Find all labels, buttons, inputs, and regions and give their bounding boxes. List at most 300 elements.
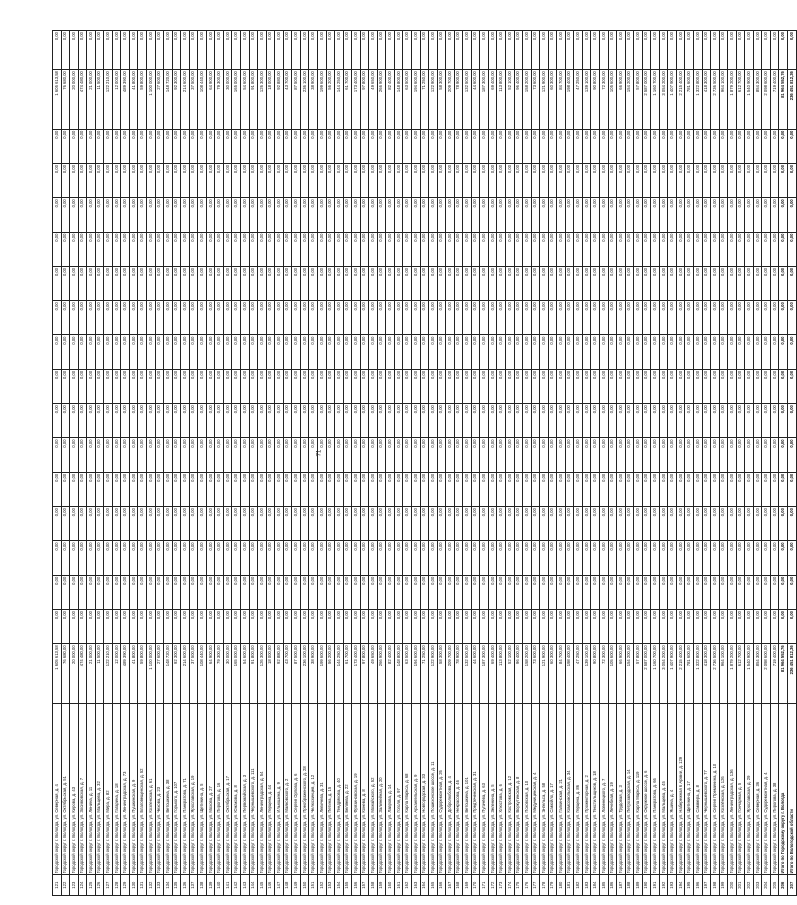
amount-cell: 0,00	[70, 541, 79, 575]
amount-cell: 0,00	[600, 609, 609, 643]
amount-cell: 59 800,00	[138, 70, 147, 129]
amount-cell: 30 000,00	[223, 70, 232, 129]
amount-cell: 0,00	[181, 266, 190, 300]
amount-cell: 0,00	[711, 266, 720, 300]
amount-cell: 139 100,00	[582, 644, 591, 703]
amount-cell: 0,00	[87, 369, 96, 403]
amount-cell: 71 250,00	[420, 644, 429, 703]
amount-cell: 0,00	[685, 404, 694, 438]
amount-cell: 0,00	[608, 198, 617, 232]
amount-cell: 0,00	[78, 266, 87, 300]
amount-cell: 2 098 600,00	[762, 644, 771, 703]
amount-cell: 266 900,00	[377, 644, 386, 703]
table-row	[172, 31, 181, 896]
amount-cell: 0,00	[70, 163, 79, 197]
amount-cell: 0,00	[788, 232, 797, 266]
table-row	[600, 31, 609, 896]
amount-cell: 0,00	[685, 301, 694, 335]
amount-cell: 0,00	[335, 31, 344, 70]
amount-cell: 0,00	[386, 472, 395, 506]
amount-cell: 0,00	[292, 163, 301, 197]
address-cell: Городской округ г. Вологда, ул. Яшина, д. 4	[668, 703, 677, 875]
amount-cell: 0,00	[369, 232, 378, 266]
amount-cell: 236 100,00	[300, 644, 309, 703]
amount-cell: 0,00	[540, 266, 549, 300]
amount-cell: 0,00	[745, 369, 754, 403]
address-cell: Городской округ г. Вологда, ул. Судоремонтная, д. 4	[762, 703, 771, 875]
amount-cell: 0,00	[198, 472, 207, 506]
table-row	[241, 31, 250, 896]
row-number-cell: 185	[600, 875, 609, 896]
amount-cell: 92 880,00	[275, 70, 284, 129]
amount-cell: 0,00	[104, 369, 113, 403]
amount-cell: 0,00	[258, 335, 267, 369]
row-number-cell: 171	[480, 875, 489, 896]
amount-cell: 0,00	[565, 404, 574, 438]
amount-cell: 214 600,00	[181, 644, 190, 703]
table-row	[574, 31, 583, 896]
amount-cell: 0,00	[694, 31, 703, 70]
amount-cell: 0,00	[292, 301, 301, 335]
amount-cell: 0,00	[403, 404, 412, 438]
amount-cell: 0,00	[283, 404, 292, 438]
amount-cell: 0,00	[275, 31, 284, 70]
amount-cell: 0,00	[309, 232, 318, 266]
table-row	[198, 31, 207, 896]
amount-cell: 0,00	[488, 369, 497, 403]
amount-cell: 0,00	[548, 163, 557, 197]
address-cell: Городской округ г. Вологда, ул. Октябрьская, д. 51	[61, 703, 70, 875]
amount-cell: 0,00	[300, 266, 309, 300]
amount-cell: 0,00	[386, 575, 395, 609]
amount-cell: 0,00	[121, 31, 130, 70]
amount-cell: 0,00	[61, 438, 70, 472]
amount-cell: 0,00	[394, 301, 403, 335]
amount-cell: 0,00	[121, 129, 130, 163]
amount-cell: 0,00	[275, 232, 284, 266]
amount-cell: 0,00	[104, 438, 113, 472]
amount-cell: 0,00	[129, 438, 138, 472]
amount-cell: 0,00	[241, 541, 250, 575]
amount-cell: 0,00	[548, 575, 557, 609]
amount-cell: 0,00	[531, 301, 540, 335]
amount-cell: 0,00	[104, 266, 113, 300]
address-cell: Городской округ г. Вологда, ул. Сергея Преминина, д. 10	[711, 703, 720, 875]
amount-cell: 0,00	[155, 301, 164, 335]
amount-cell: 0,00	[147, 335, 156, 369]
amount-cell: 0,00	[112, 472, 121, 506]
amount-cell: 0,00	[369, 369, 378, 403]
amount-cell: 0,00	[198, 163, 207, 197]
amount-cell: 0,00	[523, 609, 532, 643]
address-cell: Городской округ г. Вологда, ул. Мальцева, д. 32	[95, 703, 104, 875]
amount-cell: 0,00	[155, 472, 164, 506]
amount-cell: 0,00	[78, 301, 87, 335]
amount-cell: 1 160 700,00	[651, 644, 660, 703]
address-cell: Городской округ г. Вологда, ул. Трудовая, д. 3	[617, 703, 626, 875]
amount-cell: 0,00	[540, 609, 549, 643]
amount-cell: 0,00	[531, 129, 540, 163]
amount-cell: 0,00	[685, 266, 694, 300]
amount-cell: 0,00	[360, 31, 369, 70]
amount-cell: 0,00	[702, 335, 711, 369]
amount-cell: 0,00	[420, 198, 429, 232]
amount-cell: 0,00	[283, 198, 292, 232]
row-number-cell: 205	[770, 875, 779, 896]
amount-cell: 0,00	[121, 575, 130, 609]
amount-cell: 0,00	[497, 507, 506, 541]
row-number-cell: 156	[352, 875, 361, 896]
amount-cell: 0,00	[138, 301, 147, 335]
amount-cell: 0,00	[531, 472, 540, 506]
amount-cell: 0,00	[471, 335, 480, 369]
amount-cell: 0,00	[112, 335, 121, 369]
amount-cell: 0,00	[591, 232, 600, 266]
amount-cell: 0,00	[770, 232, 779, 266]
amount-cell: 0,00	[625, 541, 634, 575]
amount-cell: 0,00	[711, 163, 720, 197]
amount-cell: 0,00	[437, 335, 446, 369]
table-row	[326, 31, 335, 896]
amount-cell: 0,00	[335, 609, 344, 643]
amount-cell: 0,00	[292, 31, 301, 70]
amount-cell: 0,00	[463, 301, 472, 335]
amount-cell: 0,00	[676, 609, 685, 643]
amount-cell: 0,00	[651, 541, 660, 575]
amount-cell: 69 400,00	[488, 70, 497, 129]
amount-cell: 0,00	[215, 232, 224, 266]
amount-cell: 0,00	[147, 609, 156, 643]
amount-cell: 0,00	[582, 129, 591, 163]
amount-cell: 0,00	[95, 575, 104, 609]
amount-cell: 0,00	[480, 507, 489, 541]
amount-cell: 0,00	[471, 472, 480, 506]
table-row	[215, 31, 224, 896]
table-row	[249, 31, 258, 896]
amount-cell: 0,00	[275, 404, 284, 438]
amount-cell: 0,00	[779, 163, 788, 197]
amount-cell: 0,00	[446, 472, 455, 506]
amount-cell: 1 160 700,00	[651, 70, 660, 129]
amount-cell: 0,00	[676, 198, 685, 232]
amount-cell: 0,00	[548, 335, 557, 369]
amount-cell: 0,00	[147, 266, 156, 300]
amount-cell: 0,00	[369, 198, 378, 232]
table-row	[420, 31, 429, 896]
amount-cell: 0,00	[770, 472, 779, 506]
amount-cell: 0,00	[198, 438, 207, 472]
amount-cell: 0,00	[121, 507, 130, 541]
amount-cell: 0,00	[779, 198, 788, 232]
amount-cell: 0,00	[617, 472, 626, 506]
row-number-cell: 144	[249, 875, 258, 896]
row-number-cell: 157	[360, 875, 369, 896]
amount-cell: 0,00	[266, 266, 275, 300]
amount-cell: 0,00	[360, 198, 369, 232]
amount-cell: 0,00	[317, 575, 326, 609]
amount-cell: 0,00	[685, 438, 694, 472]
amount-cell: 0,00	[95, 301, 104, 335]
table-row	[138, 31, 147, 896]
address-cell: Городской округ г. Вологда, ул. Петрозаводская, д. 14	[625, 703, 634, 875]
address-cell: Городской округ г. Вологда, ул. Галкинская, д. 21	[557, 703, 566, 875]
amount-cell: 0,00	[377, 163, 386, 197]
amount-cell: 0,00	[181, 232, 190, 266]
amount-cell: 0,00	[189, 198, 198, 232]
amount-cell: 0,00	[463, 31, 472, 70]
amount-cell: 0,00	[104, 575, 113, 609]
address-cell: Городской округ г. Вологда, ул. Ленинградская, д. 54	[258, 703, 267, 875]
amount-cell: 0,00	[343, 472, 352, 506]
amount-cell: 0,00	[335, 575, 344, 609]
amount-cell: 0,00	[121, 198, 130, 232]
amount-cell: 0,00	[70, 404, 79, 438]
amount-cell: 0,00	[215, 404, 224, 438]
amount-cell: 0,00	[531, 266, 540, 300]
amount-cell: 0,00	[668, 301, 677, 335]
amount-cell: 12 000,00	[112, 70, 121, 129]
amount-cell: 0,00	[625, 369, 634, 403]
amount-cell: 612 700,00	[736, 70, 745, 129]
table-row	[625, 31, 634, 896]
amount-cell: 1 540 900,00	[745, 644, 754, 703]
amount-cell: 0,00	[112, 163, 121, 197]
amount-cell: 0,00	[394, 31, 403, 70]
amount-cell: 0,00	[403, 335, 412, 369]
amount-cell: 0,00	[736, 232, 745, 266]
amount-cell: 0,00	[223, 507, 232, 541]
amount-cell: 0,00	[762, 129, 771, 163]
amount-cell: 0,00	[300, 472, 309, 506]
amount-cell: 0,00	[129, 335, 138, 369]
amount-cell: 0,00	[685, 472, 694, 506]
amount-cell: 0,00	[386, 507, 395, 541]
amount-cell: 0,00	[540, 198, 549, 232]
amount-cell: 0,00	[275, 369, 284, 403]
row-number-cell: 148	[283, 875, 292, 896]
row-number-cell: 193	[668, 875, 677, 896]
amount-cell: 0,00	[779, 609, 788, 643]
amount-cell: 66 900,00	[617, 644, 626, 703]
amount-cell: 0,00	[557, 232, 566, 266]
amount-cell: 0,00	[634, 301, 643, 335]
amount-cell: 0,00	[762, 163, 771, 197]
amount-cell: 0,00	[736, 31, 745, 70]
amount-cell: 0,00	[275, 438, 284, 472]
amount-cell: 0,00	[617, 232, 626, 266]
amount-cell: 0,00	[488, 31, 497, 70]
amount-cell: 0,00	[540, 472, 549, 506]
amount-cell: 0,00	[403, 575, 412, 609]
row-number-cell: 128	[112, 875, 121, 896]
amount-cell: 0,00	[87, 198, 96, 232]
amount-cell: 0,00	[702, 438, 711, 472]
amount-cell: 0,00	[676, 575, 685, 609]
table-row	[617, 31, 626, 896]
amount-cell: 113 800,00	[497, 70, 506, 129]
amount-cell: 0,00	[471, 404, 480, 438]
row-number-cell: 138	[198, 875, 207, 896]
amount-cell: 0,00	[702, 575, 711, 609]
amount-cell: 0,00	[258, 198, 267, 232]
amount-cell: 0,00	[309, 266, 318, 300]
amount-cell: 0,00	[181, 31, 190, 70]
amount-cell: 0,00	[753, 404, 762, 438]
amount-cell: 0,00	[215, 266, 224, 300]
amount-cell: 0,00	[753, 507, 762, 541]
address-cell: Городской округ г. Вологда, ул. Ловенецкого, д. 7	[600, 703, 609, 875]
amount-cell: 66 900,00	[617, 70, 626, 129]
amount-cell: 489 390,00	[121, 644, 130, 703]
amount-cell: 0,00	[326, 541, 335, 575]
address-cell: Городской округ г. Вологда, ул. Костромская, д. 12	[505, 703, 514, 875]
amount-cell: 0,00	[394, 541, 403, 575]
amount-cell: 144 250,00	[335, 644, 344, 703]
amount-cell: 0,00	[377, 266, 386, 300]
amount-cell: 0,00	[317, 507, 326, 541]
amount-cell: 0,00	[437, 31, 446, 70]
amount-cell: 0,00	[574, 129, 583, 163]
amount-cell: 781 600,00	[685, 70, 694, 129]
amount-cell: 0,00	[702, 31, 711, 70]
amount-cell: 0,00	[206, 335, 215, 369]
amount-cell: 0,00	[172, 438, 181, 472]
row-number-cell: 132	[147, 875, 156, 896]
amount-cell: 0,00	[557, 31, 566, 70]
amount-cell: 0,00	[531, 541, 540, 575]
amount-cell: 0,00	[189, 129, 198, 163]
amount-cell: 0,00	[147, 301, 156, 335]
amount-cell: 0,00	[352, 198, 361, 232]
amount-cell: 0,00	[147, 472, 156, 506]
row-number-cell: 207	[788, 875, 797, 896]
amount-cell: 0,00	[283, 609, 292, 643]
row-number-cell: 147	[275, 875, 284, 896]
amount-cell: 0,00	[129, 266, 138, 300]
amount-cell: 0,00	[659, 266, 668, 300]
amount-cell: 0,00	[369, 266, 378, 300]
amount-cell: 0,00	[258, 369, 267, 403]
amount-cell: 0,00	[574, 232, 583, 266]
amount-cell: 0,00	[129, 232, 138, 266]
amount-cell: 44 600,00	[471, 644, 480, 703]
table-row	[471, 31, 480, 896]
amount-cell: 0,00	[788, 404, 797, 438]
amount-cell: 12 000,00	[112, 644, 121, 703]
amount-cell: 0,00	[694, 129, 703, 163]
amount-cell: 0,00	[394, 369, 403, 403]
amount-cell: 122 900,00	[429, 70, 438, 129]
table-row	[736, 31, 745, 896]
amount-cell: 0,00	[736, 404, 745, 438]
address-cell: Городской округ г. Вологда, ул. Текстильщиков, д. 18	[591, 703, 600, 875]
amount-cell: 0,00	[676, 266, 685, 300]
amount-cell: 0,00	[788, 266, 797, 300]
amount-cell: 0,00	[446, 369, 455, 403]
amount-cell: 0,00	[53, 31, 62, 70]
amount-cell: 0,00	[736, 507, 745, 541]
amount-cell: 148 800,00	[394, 644, 403, 703]
amount-cell: 0,00	[668, 369, 677, 403]
amount-cell: 0,00	[172, 507, 181, 541]
amount-cell: 0,00	[104, 198, 113, 232]
amount-cell: 0,00	[335, 507, 344, 541]
amount-cell: 0,00	[172, 198, 181, 232]
amount-cell: 90 800,00	[591, 70, 600, 129]
amount-cell: 0,00	[198, 575, 207, 609]
amount-cell: 0,00	[377, 369, 386, 403]
row-number-cell: 170	[471, 875, 480, 896]
amount-cell: 0,00	[95, 163, 104, 197]
amount-cell: 0,00	[497, 198, 506, 232]
amount-cell: 0,00	[574, 541, 583, 575]
amount-cell: 0,00	[198, 369, 207, 403]
amount-cell: 0,00	[676, 335, 685, 369]
amount-cell: 0,00	[463, 575, 472, 609]
amount-cell: 0,00	[283, 335, 292, 369]
amount-cell: 0,00	[437, 232, 446, 266]
amount-cell: 0,00	[386, 198, 395, 232]
amount-cell: 0,00	[78, 129, 87, 163]
amount-cell: 0,00	[112, 609, 121, 643]
amount-cell: 0,00	[206, 404, 215, 438]
amount-cell: 0,00	[206, 31, 215, 70]
amount-cell: 0,00	[223, 301, 232, 335]
amount-cell: 0,00	[770, 575, 779, 609]
amount-cell: 0,00	[719, 609, 728, 643]
row-number-cell: 165	[429, 875, 438, 896]
address-cell: Городской округ г. Вологда, ул. Гончарная, д. 5	[736, 703, 745, 875]
amount-cell: 0,00	[360, 575, 369, 609]
amount-cell: 0,00	[745, 507, 754, 541]
table-row	[770, 31, 779, 896]
amount-cell: 0,00	[420, 609, 429, 643]
amount-cell: 0,00	[668, 266, 677, 300]
amount-cell: 0,00	[53, 369, 62, 403]
amount-cell: 0,00	[642, 575, 651, 609]
amount-cell: 0,00	[676, 438, 685, 472]
amount-cell: 0,00	[223, 266, 232, 300]
amount-cell: 0,00	[497, 369, 506, 403]
amount-cell: 0,00	[335, 472, 344, 506]
amount-cell: 0,00	[437, 198, 446, 232]
table-row	[634, 31, 643, 896]
amount-cell: 0,00	[394, 266, 403, 300]
amount-cell: 0,00	[591, 266, 600, 300]
amount-cell: 0,00	[668, 404, 677, 438]
amount-cell: 0,00	[548, 232, 557, 266]
amount-cell: 0,00	[694, 266, 703, 300]
amount-cell: 0,00	[181, 472, 190, 506]
table-row	[104, 31, 113, 896]
amount-cell: 0,00	[565, 266, 574, 300]
amount-cell: 0,00	[394, 163, 403, 197]
row-number-cell: 123	[70, 875, 79, 896]
amount-cell: 0,00	[651, 404, 660, 438]
amount-cell: 0,00	[634, 609, 643, 643]
amount-cell: 0,00	[241, 301, 250, 335]
amount-cell: 0,00	[360, 163, 369, 197]
amount-cell: 0,00	[651, 609, 660, 643]
amount-cell: 0,00	[728, 438, 737, 472]
amount-cell: 0,00	[112, 198, 121, 232]
amount-cell: 0,00	[258, 163, 267, 197]
amount-cell: 0,00	[155, 198, 164, 232]
amount-cell: 113 800,00	[497, 644, 506, 703]
amount-cell: 0,00	[497, 266, 506, 300]
amount-cell: 60 300,00	[548, 644, 557, 703]
amount-cell: 0,00	[61, 541, 70, 575]
